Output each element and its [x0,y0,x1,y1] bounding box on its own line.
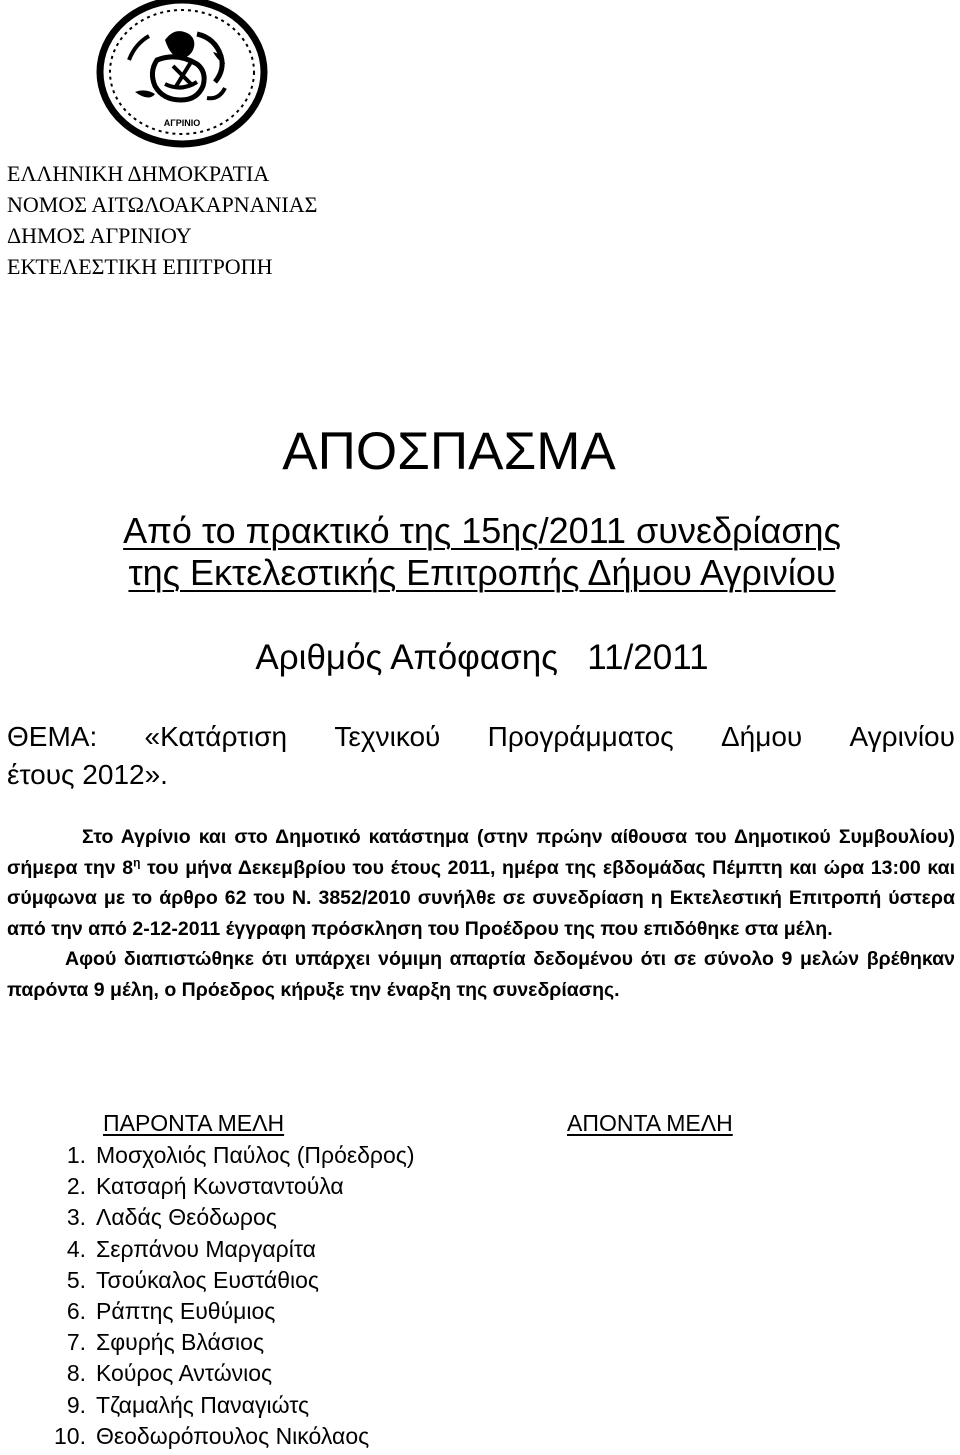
document-title: ΑΠΟΣΠΑΣΜΑ [282,422,616,481]
member-name: Τζαμαλής Παναγιώτς [96,1391,310,1418]
member-name: Τσούκαλος Ευστάθιος [96,1266,319,1293]
list-item [12,1327,415,1358]
member-name: Θεοδωρόπουλος Νικόλαος [96,1422,370,1449]
present-members-heading: ΠΑΡΟΝΤΑ ΜΕΛΗ [103,1110,285,1136]
subject-word: Αγρινίου [849,721,955,752]
decision-number: 11/2011 [587,638,709,677]
ordinal-superscript: η [133,855,141,869]
subtitle-line-2: της Εκτελεστικής Επιτροπής Δήμου Αγρινίου [128,552,836,593]
subject-word: Προγράμματος [487,721,674,752]
list-item [12,1202,415,1233]
paragraph-quorum: Αφού διαπιστώθηκε ότι υπάρχει νόμιμη απαρτία δεδομένου ότι σε σύνολο 9 μελών βρέθηκαν παρόντα 9 μέλη, ο Πρόεδρος κήρυξε την έναρξη της συνεδρίασης. [7,948,955,1001]
document-subtitle [0,510,960,594]
list-number: 3. [66,1204,86,1231]
decision-number-line [0,638,960,678]
member-name: Σερπάνου Μαργαρίτα [96,1235,316,1262]
list-number: 4. [66,1235,86,1262]
subtitle-line-1: Από το πρακτικό της 15ης/2011 συνεδρίασης [123,510,841,551]
list-number: 5. [66,1266,86,1293]
present-members-list [12,1140,415,1452]
member-name: Σφυρής Βλάσιος [96,1329,265,1356]
header-line-committee: ΕΚΤΕΛΕΣΤΙΚΗ ΕΠΙΤΡΟΠΗ [7,254,273,279]
list-item [12,1421,415,1452]
paragraph-meeting [7,822,955,944]
list-item [12,1296,415,1327]
member-name: Ράπτης Ευθύμιος [96,1298,276,1325]
subject-block [7,718,955,794]
member-name: Κατσαρή Κωνσταντούλα [96,1173,344,1200]
list-number: 8. [66,1360,86,1387]
list-item [12,1140,415,1171]
paragraph-meeting-part-b: του μήνα Δεκεμβρίου του έτους 2011, ημέρα της εβδομάδας Πέμπτη και ώρα 13:00 και σύμφωνα με το άρθρο 62 του Ν. 3852/2010 συνήλθε σε συνεδρίαση η Εκτελεστική Επιτροπή ύστερα από την από 2-12-2011 έγγραφη πρόσκληση του Προέδρου της που επιδόθηκε στα μέλη. [7,856,955,940]
list-item [12,1234,415,1265]
list-number: 7. [66,1329,86,1356]
header-line-municipality: ΔΗΜΟΣ ΑΓΡΙΝΙΟΥ [7,223,192,248]
subject-word: «Κατάρτιση [144,721,288,752]
minutes-body [7,822,955,1005]
paragraph-meeting-part-a: Στο Αγρίνιο και στο Δημοτικό κατάστημα (στην πρώην αίθουσα του Δημοτικού Συμβουλίου) σήμερα την 8 [7,826,955,879]
member-name: Κούρος Αντώνιος [96,1360,273,1387]
subject-word: ΘΕΜΑ: [7,721,98,752]
list-item [12,1390,415,1421]
list-number: 10. [54,1422,86,1449]
header-line-prefecture: ΝΟΜΟΣ ΑΙΤΩΛΟΑΚΑΡΝΑΝΙΑΣ [7,192,318,217]
coin-seal-icon [95,0,270,150]
list-item [12,1358,415,1389]
header-line-republic: ΕΛΛΗΝΙΚΗ ΔΗΜΟΚΡΑΤΙΑ [7,161,270,186]
subject-word: Δήμου [720,721,803,752]
decision-label: Αριθμός Απόφασης [255,638,559,677]
member-name: Λαδάς Θεόδωρος [96,1204,277,1231]
list-item [12,1265,415,1296]
issuer-header [7,158,317,282]
member-name: Μοσχολιός Παύλος (Πρόεδρος) [96,1142,415,1168]
subject-word: Τεχνικού [334,721,441,752]
list-number: 6. [66,1298,86,1325]
list-item [12,1171,415,1202]
list-number: 2. [66,1173,86,1200]
svg-text:ΑΓΡΙΝΙΟ: ΑΓΡΙΝΙΟ [163,118,201,128]
subject-line-2: έτους 2012». [7,759,168,790]
subject-line-1 [7,718,955,756]
absent-members-heading: ΑΠΟΝΤΑ ΜΕΛΗ [567,1110,733,1136]
list-number: 1. [66,1142,86,1168]
list-number: 9. [66,1391,86,1418]
